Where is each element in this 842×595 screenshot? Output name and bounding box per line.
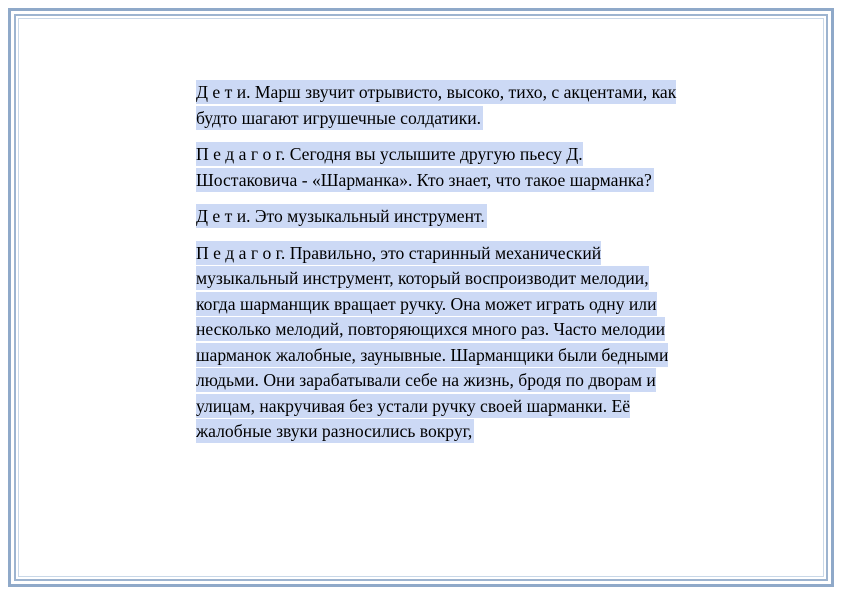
paragraph-4-text: П е д а г о г. Правильно, это старинный механический музыкальный инструмент, который воспроизводит мелодии, когда шарманщик вращает ручку. Она может играть одну или несколько мелодий, повторяющихся много раз. Часто мелодии шарманок жалобные, заунывные. Шарманщики были бедными людьми. Они зарабатывали себе на жизнь, бродя по дворам и улицам, накручивая без устали ручку своей шарманки. Её жалобные звуки разносились вокруг, xyxy=(196,242,669,441)
paragraph-1-text: Д е т и. Марш звучит отрывисто, высоко, тихо, с акцентами, как будто шагают игрушечные солдатики. xyxy=(196,82,677,128)
paragraph-3 xyxy=(196,204,678,230)
paragraph-2-text: П е д а г о г. Сегодня вы услышите другую пьесу Д. Шостаковича - «Шарманка». Кто знает, что такое шарманка? xyxy=(196,144,652,190)
paragraph-3-text: Д е т и. Это музыкальный инструмент. xyxy=(196,206,485,226)
paragraph-1 xyxy=(196,80,678,131)
paragraph-4 xyxy=(196,241,678,445)
paragraph-2 xyxy=(196,142,678,193)
dialogue-text-block xyxy=(196,80,678,595)
